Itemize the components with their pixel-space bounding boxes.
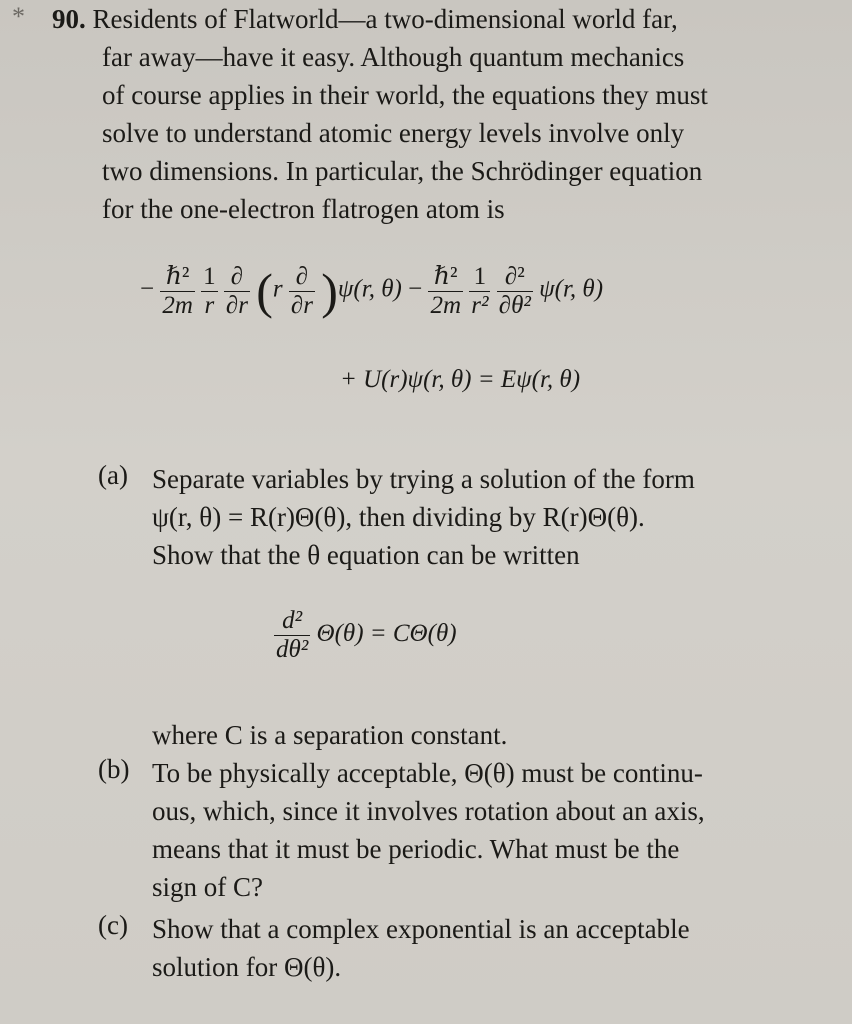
star-marker: * — [12, 2, 25, 31]
part-a-label: (a) — [98, 460, 128, 490]
problem-number: 90. — [52, 4, 86, 34]
part-a-line: ψ(r, θ) = R(r)Θ(θ), then dividing by R(r)Θ(θ). — [152, 502, 645, 532]
fraction: $\frac{\text{d²}}{\text{dθ²}}$ — [276, 607, 309, 663]
fraction: $\frac{\partial}{\partial r}$ — [290, 262, 313, 319]
part-b-line: sign of C? — [152, 872, 263, 902]
problem-statement — [52, 0, 708, 228]
part-a-line: Show that the θ equation can be written — [152, 540, 580, 570]
part-c-line: Show that a complex exponential is an acceptable — [152, 914, 690, 944]
part-b-label: (b) — [98, 754, 130, 784]
problem-line: of course applies in their world, the equations they must — [102, 80, 708, 110]
part-c-label: (c) — [98, 910, 128, 940]
part-a-text — [152, 460, 695, 574]
fraction: $\frac{\text{∂²}}{\text{∂θ²}}$ — [498, 262, 531, 319]
fraction: $\frac{\text{ℏ²}}{2m}$ — [162, 262, 193, 319]
problem-line: solve to understand atomic energy levels involve only — [102, 118, 685, 148]
part-c-line: solution for Θ(θ). — [152, 952, 342, 982]
problem-line: far away—have it easy. Although quantum mechanics — [102, 42, 685, 72]
problem-line: two dimensions. In particular, the Schrödinger equation — [102, 156, 703, 186]
problem-line: 90. Residents of Flatworld—a two-dimensional world far, — [52, 4, 678, 34]
fraction: $\frac{\partial}{\partial r}$ — [225, 262, 249, 319]
fraction: $\frac{1}{\text{r²}}$ — [471, 262, 489, 319]
part-a-after-text: where C is a separation constant. — [152, 720, 508, 750]
schrodinger-equation-line1: − $\frac{\text{ℏ²}}{2m}$ $\frac{1}{r}$ $\frac{\partial}{\partial r}$ (r $\frac{\partial}{\partial r}$ )ψ(r, θ) − $\frac{\text{ℏ²}}{2m}$ $\frac{1}{\text{r²}}$ $\frac{\text{∂²}}{\text{∂θ²}}$ ψ(r, θ) — [140, 262, 604, 319]
schrodinger-equation-line2: + U(r)ψ(r, θ) = Eψ(r, θ) — [340, 366, 581, 393]
theta-equation: $\frac{\text{d²}}{\text{dθ²}}$ Θ(θ) = CΘ(θ) — [276, 607, 457, 663]
part-b-line: means that it must be periodic. What must be the — [152, 834, 680, 864]
part-a-line: Separate variables by trying a solution of the form — [152, 464, 695, 494]
part-b-line: ous, which, since it involves rotation about an axis, — [152, 796, 705, 826]
part-b-text — [152, 754, 705, 906]
fraction: $\frac{\text{ℏ²}}{2m}$ — [430, 262, 461, 319]
fraction: $\frac{1}{r}$ — [203, 262, 216, 319]
problem-line: for the one-electron flatrogen atom is — [102, 194, 505, 224]
part-b-line: To be physically acceptable, Θ(θ) must be continu- — [152, 758, 703, 788]
part-c-text — [152, 910, 690, 986]
